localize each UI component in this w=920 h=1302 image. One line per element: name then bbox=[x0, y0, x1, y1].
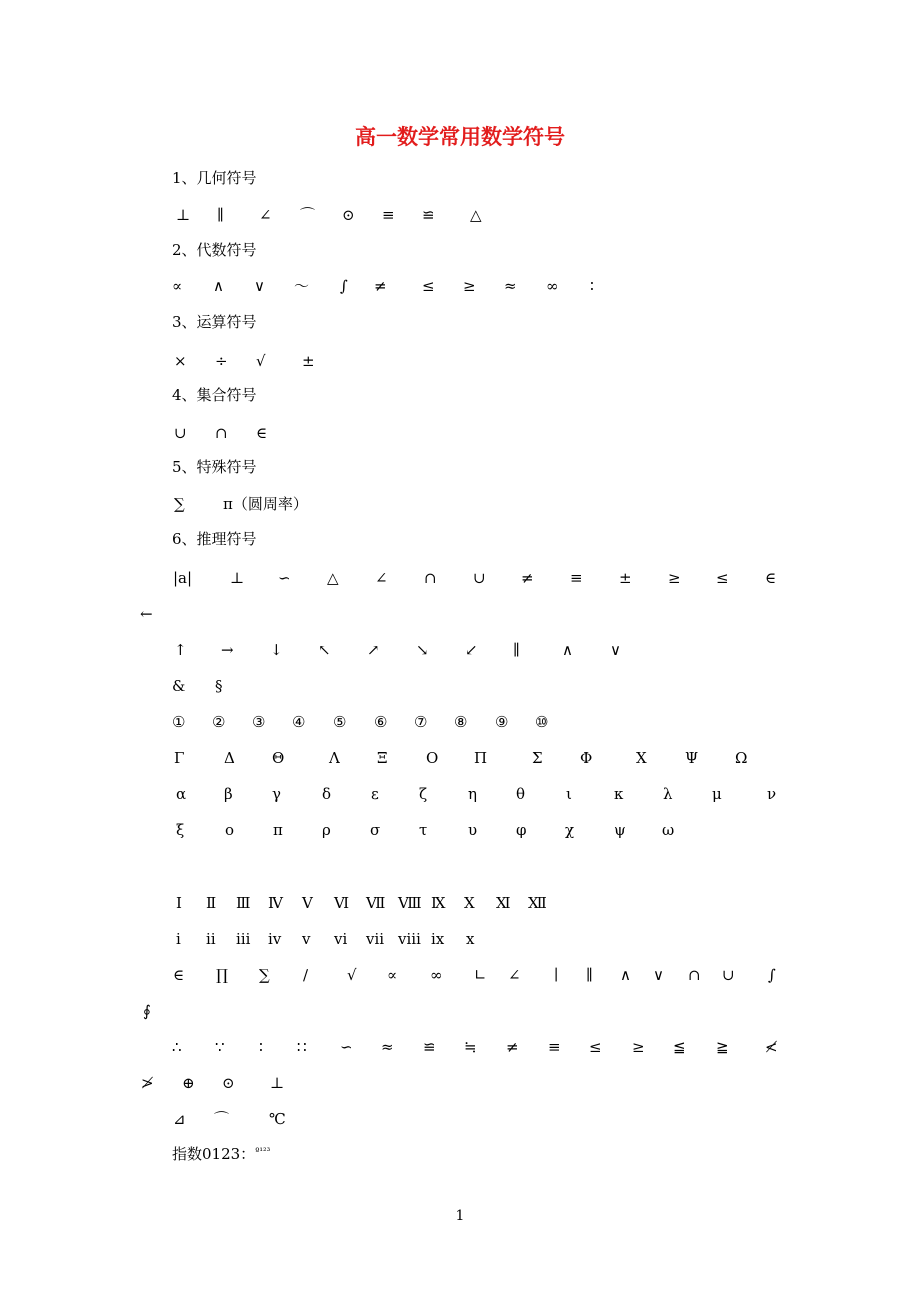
math-symbol: ② bbox=[212, 713, 226, 731]
math-symbol: ∨ bbox=[610, 641, 621, 659]
math-symbol: √ bbox=[347, 966, 357, 984]
math-symbol: ∪ bbox=[473, 569, 486, 587]
math-symbol: ⅴ bbox=[302, 930, 311, 948]
math-symbol: ⊕ bbox=[182, 1074, 195, 1092]
math-symbol: Ⅵ bbox=[334, 894, 350, 912]
symbol-row-arrows bbox=[0, 638, 920, 662]
math-symbol: & bbox=[172, 677, 186, 695]
math-symbol: ∧ bbox=[213, 277, 224, 295]
symbol-row-algebra bbox=[0, 274, 920, 298]
math-symbol: ≌ bbox=[423, 1038, 436, 1056]
exponent-line bbox=[172, 1142, 270, 1166]
math-symbol: ∞ bbox=[430, 966, 443, 984]
math-symbol: ④ bbox=[292, 713, 306, 731]
math-symbol: τ bbox=[419, 821, 428, 839]
math-symbol: ο bbox=[225, 821, 235, 839]
math-symbol: ～ bbox=[294, 277, 310, 295]
math-symbol: Ψ bbox=[685, 749, 699, 767]
math-symbol: ⑥ bbox=[374, 713, 388, 731]
symbol-row-misc bbox=[0, 674, 920, 698]
math-symbol: ≧ bbox=[716, 1038, 729, 1056]
math-symbol: Ⅳ bbox=[268, 894, 283, 912]
math-symbol: ⅶ bbox=[366, 930, 385, 948]
math-symbol: ≠ bbox=[374, 277, 387, 295]
math-symbol: ⅳ bbox=[268, 930, 282, 948]
math-symbol: △ bbox=[470, 206, 482, 224]
math-symbol: ① bbox=[172, 713, 186, 731]
symbol-row-roman-lower bbox=[0, 927, 920, 951]
math-symbol: ∈ bbox=[765, 569, 777, 587]
math-symbol: Π bbox=[474, 749, 488, 767]
math-symbol: Ⅹ bbox=[464, 894, 475, 912]
section-heading: 6、推理符号 bbox=[172, 530, 257, 548]
math-symbol: Φ bbox=[580, 749, 593, 767]
math-symbol: ↓ bbox=[270, 641, 283, 659]
math-symbol: ≠ bbox=[506, 1038, 519, 1056]
math-symbol: ≡ bbox=[570, 569, 583, 587]
math-symbol: |a| bbox=[173, 569, 193, 587]
math-symbol: ψ bbox=[614, 821, 626, 839]
math-symbol: Θ bbox=[272, 749, 285, 767]
exponent-label: 指数0123： bbox=[172, 1145, 256, 1163]
math-symbol: Ⅲ bbox=[236, 894, 251, 912]
math-symbol: σ bbox=[370, 821, 381, 839]
math-symbol: ⅱ bbox=[206, 930, 216, 948]
math-symbol: ± bbox=[619, 569, 632, 587]
section-heading: 1、几何符号 bbox=[172, 169, 257, 187]
math-symbol: △ bbox=[327, 569, 339, 587]
math-symbol: μ bbox=[712, 785, 722, 803]
math-symbol: § bbox=[215, 677, 223, 695]
section-heading: 2、代数符号 bbox=[172, 241, 257, 259]
math-symbol: ≤ bbox=[589, 1038, 602, 1056]
math-symbol: ∧ bbox=[620, 966, 631, 984]
math-symbol: ∠ bbox=[375, 569, 388, 587]
math-symbol: ⊥ bbox=[230, 569, 245, 587]
math-symbol: Σ bbox=[532, 749, 543, 767]
math-symbol: Ο bbox=[426, 749, 439, 767]
math-symbol: Ⅰ bbox=[176, 894, 182, 912]
math-symbol: ⅰ bbox=[176, 930, 181, 948]
math-symbol: ω bbox=[662, 821, 675, 839]
math-symbol: β bbox=[224, 785, 233, 803]
section-heading: 5、特殊符号 bbox=[172, 458, 257, 476]
math-symbol: ∩ bbox=[688, 966, 701, 984]
math-symbol: ∨ bbox=[653, 966, 664, 984]
symbol-row-math bbox=[0, 963, 920, 987]
math-symbol: × bbox=[174, 352, 187, 370]
math-symbol: ∴ bbox=[172, 1038, 182, 1056]
math-symbol: ∈ bbox=[173, 966, 185, 984]
math-symbol: ∑ bbox=[259, 966, 270, 984]
math-symbol: ∥ bbox=[513, 641, 520, 659]
math-symbol: ← bbox=[140, 605, 153, 623]
math-symbol: ≈ bbox=[504, 277, 517, 295]
math-symbol: ↘ bbox=[416, 641, 429, 659]
math-symbol: ∫ bbox=[768, 966, 776, 984]
math-symbol: ∫ bbox=[340, 277, 348, 295]
symbol-row-greek-lower bbox=[0, 782, 920, 806]
math-symbol: ℃ bbox=[269, 1110, 286, 1128]
math-symbol: π bbox=[273, 821, 283, 839]
math-symbol: χ bbox=[565, 821, 575, 839]
math-symbol: Ⅺ bbox=[496, 894, 511, 912]
math-symbol: Δ bbox=[224, 749, 235, 767]
math-symbol: η bbox=[468, 785, 477, 803]
math-symbol: ∮ bbox=[143, 1002, 151, 1020]
math-symbol: λ bbox=[663, 785, 673, 803]
symbol-row-circled bbox=[0, 710, 920, 734]
math-symbol: ∶ bbox=[590, 277, 594, 295]
math-symbol: ∪ bbox=[722, 966, 735, 984]
symbol-row-operations bbox=[0, 349, 920, 373]
math-symbol: ⌒ bbox=[300, 206, 316, 224]
math-symbol: Ⅴ bbox=[302, 894, 313, 912]
math-symbol: ∷ bbox=[297, 1038, 307, 1056]
math-symbol: ∠ bbox=[508, 966, 521, 984]
math-symbol: ≤ bbox=[716, 569, 729, 587]
math-symbol: ∣ bbox=[554, 966, 559, 984]
math-symbol: Χ bbox=[636, 749, 647, 767]
math-symbol: ≠ bbox=[521, 569, 534, 587]
math-symbol: ⊿ bbox=[173, 1110, 186, 1128]
math-symbol: ⌒ bbox=[214, 1110, 230, 1128]
math-symbol: ± bbox=[302, 352, 315, 370]
math-symbol: ∥ bbox=[217, 206, 224, 224]
math-symbol: ≒ bbox=[464, 1038, 477, 1056]
math-symbol: ≥ bbox=[463, 277, 476, 295]
math-symbol: ⊙ bbox=[222, 1074, 235, 1092]
math-symbol: ⊙ bbox=[342, 206, 355, 224]
math-symbol: ≡ bbox=[382, 206, 395, 224]
math-symbol: ≯ bbox=[141, 1074, 154, 1092]
math-symbol: ⑩ bbox=[535, 713, 549, 731]
math-symbol: ∶ bbox=[259, 1038, 263, 1056]
math-symbol: ≡ bbox=[548, 1038, 561, 1056]
math-symbol: ζ bbox=[419, 785, 428, 803]
symbol-row-reasoning bbox=[0, 566, 920, 590]
section-heading: 4、集合符号 bbox=[172, 386, 257, 404]
math-symbol: ⅷ bbox=[398, 930, 421, 948]
math-symbol: ≥ bbox=[632, 1038, 645, 1056]
math-symbol: Ξ bbox=[377, 749, 388, 767]
math-symbol: ∈ bbox=[256, 424, 268, 442]
math-symbol: ∧ bbox=[562, 641, 573, 659]
math-symbol: ⅲ bbox=[236, 930, 251, 948]
math-symbol: ↖ bbox=[318, 641, 331, 659]
math-symbol: ν bbox=[767, 785, 777, 803]
math-symbol: ③ bbox=[252, 713, 266, 731]
math-symbol: ⊥ bbox=[270, 1074, 285, 1092]
symbol-row-reasoning-wrap bbox=[0, 602, 920, 626]
math-symbol: ∨ bbox=[254, 277, 265, 295]
math-symbol: π（圆周率） bbox=[223, 495, 308, 513]
math-symbol: ⊥ bbox=[176, 206, 191, 224]
math-symbol: ≦ bbox=[673, 1038, 686, 1056]
math-symbol: ∩ bbox=[424, 569, 437, 587]
math-symbol: → bbox=[221, 641, 234, 659]
math-symbol: Ⅷ bbox=[398, 894, 422, 912]
math-symbol: ∞ bbox=[546, 277, 559, 295]
math-symbol: ∠ bbox=[259, 206, 272, 224]
page-number: 1 bbox=[455, 1208, 465, 1224]
math-symbol: Ⅱ bbox=[206, 894, 217, 912]
symbol-row-roman-upper bbox=[0, 891, 920, 915]
math-symbol: γ bbox=[272, 785, 281, 803]
math-symbol: ⅹ bbox=[466, 930, 475, 948]
math-symbol: ξ bbox=[176, 821, 185, 839]
math-symbol: ∪ bbox=[174, 424, 187, 442]
math-symbol: Γ bbox=[174, 749, 185, 767]
symbol-row-math bbox=[0, 1107, 920, 1131]
math-symbol: ≥ bbox=[668, 569, 681, 587]
symbol-row-greek-lower bbox=[0, 818, 920, 842]
math-symbol: δ bbox=[322, 785, 332, 803]
symbol-row-math-wrap bbox=[0, 999, 920, 1023]
math-symbol: ÷ bbox=[215, 352, 228, 370]
math-symbol: √ bbox=[256, 352, 266, 370]
math-symbol: ⑨ bbox=[495, 713, 509, 731]
math-symbol: ∩ bbox=[215, 424, 228, 442]
math-symbol: ⑧ bbox=[454, 713, 468, 731]
math-symbol: ≤ bbox=[422, 277, 435, 295]
math-symbol: ⅵ bbox=[334, 930, 348, 948]
math-symbol: ∽ bbox=[278, 569, 291, 587]
math-symbol: ⑤ bbox=[333, 713, 347, 731]
math-symbol: ∵ bbox=[215, 1038, 225, 1056]
math-symbol: ρ bbox=[322, 821, 331, 839]
math-symbol: ∥ bbox=[586, 966, 593, 984]
math-symbol: Ⅶ bbox=[366, 894, 386, 912]
exponent-superscripts: º¹²³ bbox=[255, 1147, 271, 1157]
math-symbol: ≌ bbox=[422, 206, 435, 224]
math-symbol: α bbox=[176, 785, 187, 803]
math-symbol: ≮ bbox=[765, 1038, 778, 1056]
symbol-row-math bbox=[0, 1035, 920, 1059]
symbol-row-sets bbox=[0, 421, 920, 445]
math-symbol: Ⅸ bbox=[431, 894, 446, 912]
math-symbol: ∝ bbox=[387, 966, 398, 984]
math-symbol: φ bbox=[516, 821, 527, 839]
symbol-row-math-wrap bbox=[0, 1071, 920, 1095]
math-symbol: θ bbox=[516, 785, 526, 803]
section-heading: 3、运算符号 bbox=[172, 313, 257, 331]
math-symbol: ∕ bbox=[303, 966, 309, 984]
math-symbol: ⅸ bbox=[431, 930, 445, 948]
math-symbol: ⑦ bbox=[414, 713, 428, 731]
math-symbol: κ bbox=[614, 785, 624, 803]
math-symbol: ↑ bbox=[174, 641, 187, 659]
math-symbol: υ bbox=[468, 821, 478, 839]
math-symbol: ≈ bbox=[381, 1038, 394, 1056]
math-symbol: Ω bbox=[735, 749, 748, 767]
symbol-row-geometry bbox=[0, 203, 920, 227]
math-symbol: ∽ bbox=[340, 1038, 353, 1056]
symbol-row-special bbox=[0, 492, 920, 516]
math-symbol: ∑ bbox=[174, 495, 185, 513]
math-symbol: ∝ bbox=[172, 277, 183, 295]
math-symbol: ∟ bbox=[474, 966, 487, 984]
math-symbol: Ⅻ bbox=[528, 894, 547, 912]
math-symbol: ε bbox=[371, 785, 379, 803]
math-symbol: ∏ bbox=[216, 966, 228, 984]
math-symbol: ↙ bbox=[465, 641, 478, 659]
page-title: 高一数学常用数学符号 bbox=[355, 124, 565, 149]
math-symbol: ι bbox=[566, 785, 572, 803]
math-symbol: Λ bbox=[329, 749, 340, 767]
math-symbol: ↗ bbox=[367, 641, 380, 659]
symbol-row-greek-upper bbox=[0, 746, 920, 770]
